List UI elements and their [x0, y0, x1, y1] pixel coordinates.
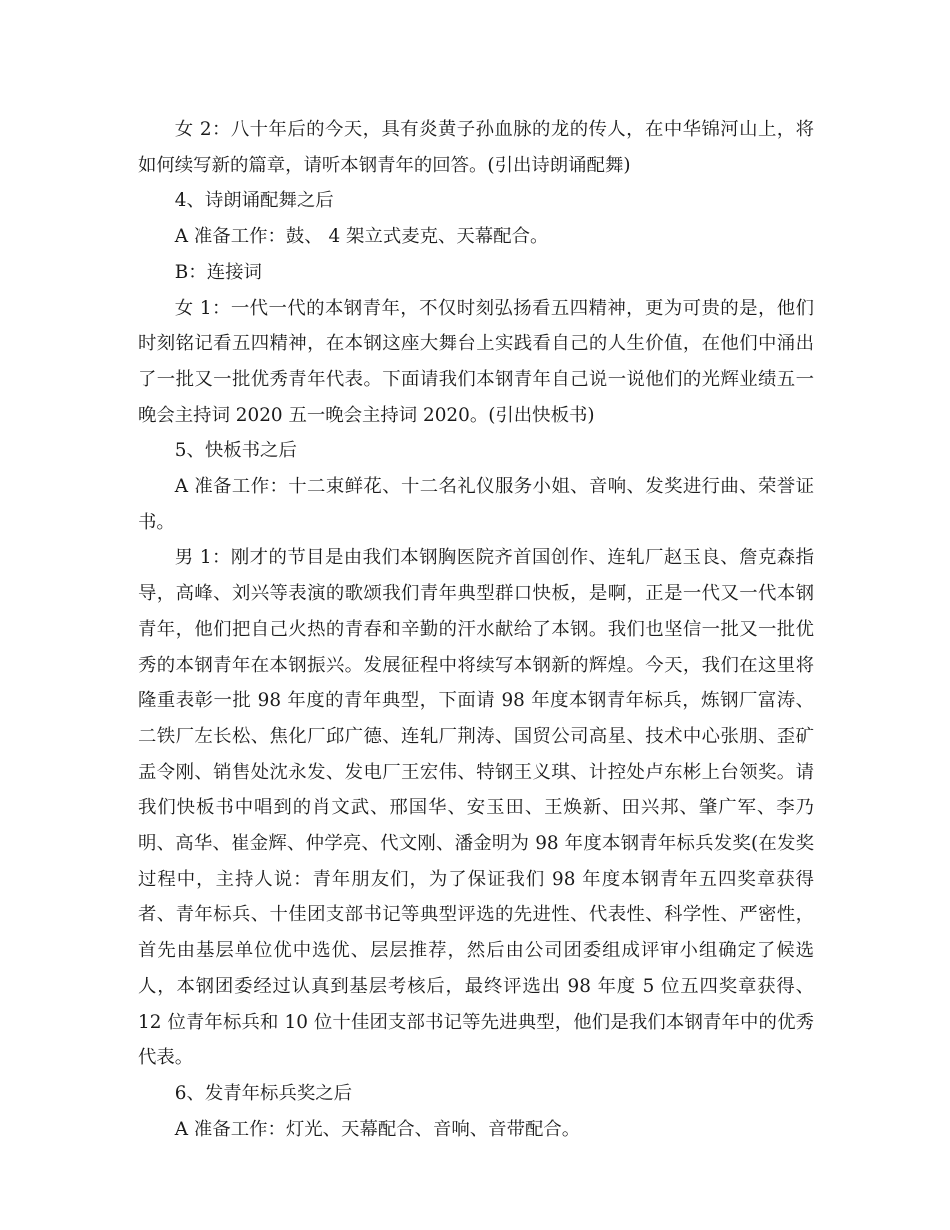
paragraph-male1-speech: 男 1：刚才的节目是由我们本钢胸医院齐首国创作、连轧厂赵玉良、詹克森指导，高峰、刘兴等表演的歌颂我们青年典型群口快板，是啊，正是一代又一代本钢青年，他们把自己火热的青春和辛勤的汗水献给了本钢。我们也坚信一批又一批优秀的本钢青年在本钢振兴。发展征程中将续写本钢新的辉煌。今天，我们在这里将隆重表彰一批 98 年度的青年典型，下面请 98 年度本钢青年标兵，炼钢厂富涛、二铁厂左长松、焦化厂邱广德、连轧厂荆涛、国贸公司高星、技术中心张朋、歪矿盂令刚、销售处沈永发、发电厂王宏伟、特钢王义琪、计控处卢东彬上台领奖。请我们快板书中唱到的肖文武、邢国华、安玉田、王焕新、田兴邦、肇广军、李乃明、高华、崔金辉、仲学亮、代文刚、潘金明为 98 年度本钢青年标兵发奖(在发奖过程中，主持人说：青年朋友们，为了保证我们 98 年度本钢青年五四奖章获得者、青年标兵、十佳团支部书记等典型评选的先进性、代表性、科学性、严密性，首先由基层单位优中选优、层层推荐，然后由公司团委组成评审小组确定了候选人，本钢团委经过认真到基层考核后，最终评选出 98 年度 5 位五四奖章获得、 12 位青年标兵和 10 位十佳团支部书记等先进典型，他们是我们本钢青年中的优秀代表。	[138, 547, 814, 1069]
paragraph-prep-6a: A 准备工作：灯光、天幕配合、音响、音带配合。	[174, 1118, 581, 1140]
document-body	[138, 112, 814, 1147]
heading-section-4: 4、诗朗诵配舞之后	[174, 190, 334, 212]
paragraph-prep-5a: A 准备工作：十二束鲜花、十二名礼仪服务小姐、音响、发奖进行曲、荣誉证书。	[138, 476, 814, 533]
paragraph-connector-4b: B：连接词	[174, 261, 262, 283]
paragraph-prep-4a: A 准备工作：鼓、 4 架立式麦克、天幕配合。	[174, 226, 549, 248]
paragraph-female2-intro: 女 2：八十年后的今天，具有炎黄子孙血脉的龙的传人，在中华锦河山上，将如何续写新的篇章，请听本钢青年的回答。(引出诗朗诵配舞)	[138, 119, 814, 176]
heading-section-6: 6、发青年标兵奖之后	[174, 1082, 353, 1104]
heading-section-5: 5、快板书之后	[174, 440, 297, 462]
paragraph-female1-speech: 女 1：一代一代的本钢青年，不仅时刻弘扬看五四精神，更为可贵的是，他们时刻铭记看五四精神，在本钢这座大舞台上实践看自己的人生价值，在他们中涌出了一批又一批优秀青年代表。下面请我们本钢青年自己说一说他们的光辉业绩五一晚会主持词 2020 五一晚会主持词 2020。(引出快板书)	[138, 297, 814, 426]
